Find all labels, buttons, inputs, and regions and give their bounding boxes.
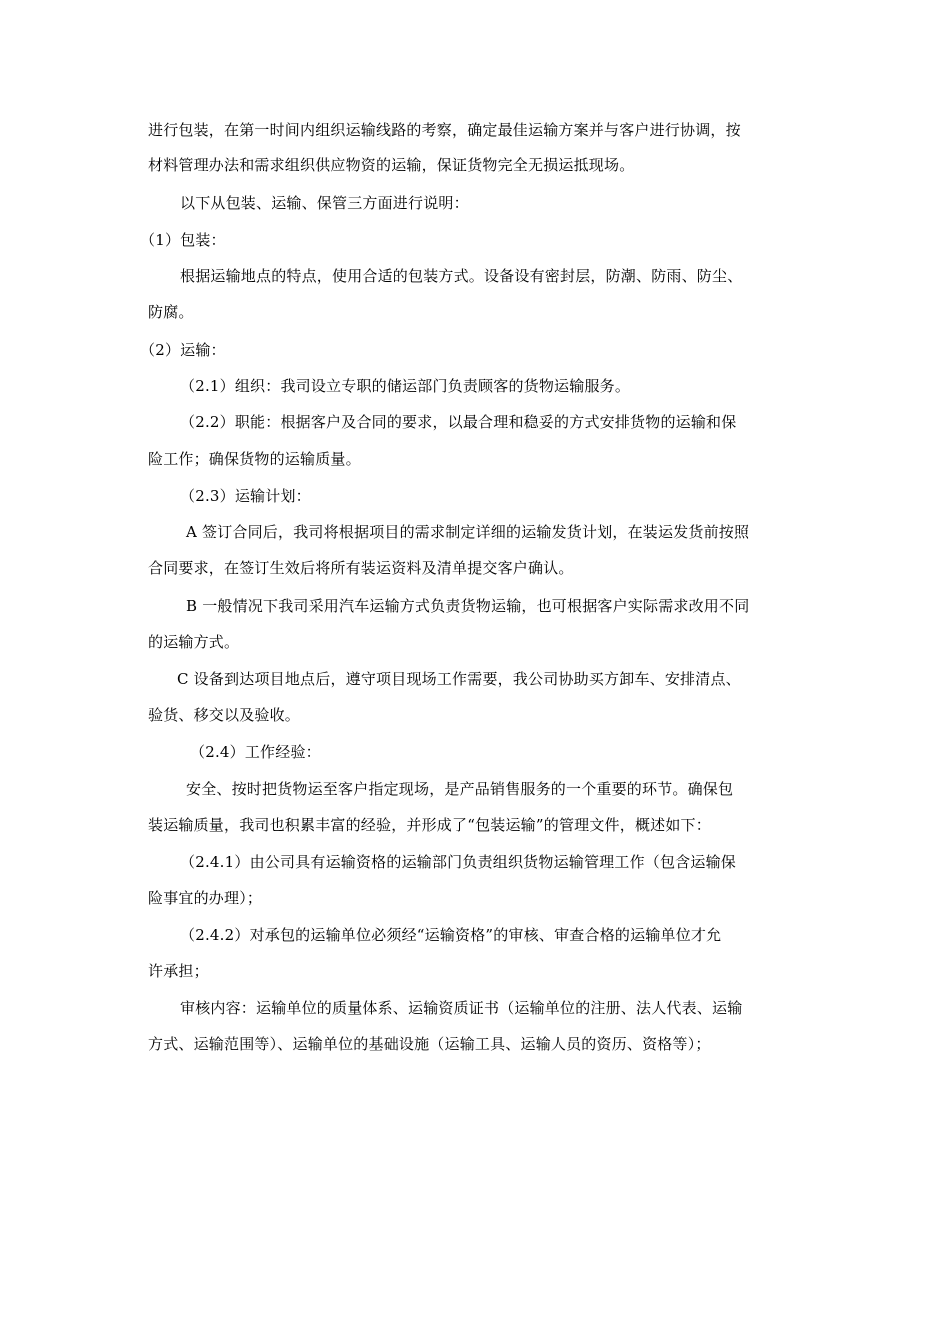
text-line: 险事宜的办理）； <box>148 889 263 907</box>
text-line: A 签订合同后，我司将根据项目的需求制定详细的运输发货计划，在装运发货前按照 <box>186 523 750 541</box>
text-line: 许承担； <box>148 962 209 980</box>
text-line: 险工作；确保货物的运输质量。 <box>148 450 361 468</box>
text-line: 以下从包装、运输、保管三方面进行说明： <box>180 194 469 212</box>
text-line: 合同要求，在签订生效后将所有装运资料及清单提交客户确认。 <box>148 559 574 577</box>
text-line: 的运输方式。 <box>148 633 240 651</box>
text-line: 根据运输地点的特点，使用合适的包装方式。设备设有密封层，防潮、防雨、防尘、 <box>180 267 743 285</box>
subsection-heading: （2.3）运输计划： <box>180 487 311 505</box>
text-line: 审核内容：运输单位的质量体系、运输资质证书（运输单位的注册、法人代表、运输 <box>180 999 743 1017</box>
text-line: 安全、按时把货物运至客户指定现场，是产品销售服务的一个重要的环节。确保包 <box>186 780 734 798</box>
text-line: 进行包装，在第一时间内组织运输线路的考察，确定最佳运输方案并与客户进行协调，按 <box>148 121 741 139</box>
text-line: 方式、运输范围等）、运输单位的基础设施（运输工具、运输人员的资历、资格等）； <box>148 1035 711 1053</box>
text-line: （2.4.1）由公司具有运输资格的运输部门负责组织货物运输管理工作（包含运输保 <box>180 853 736 871</box>
text-line: 装运输质量，我司也积累丰富的经验，并形成了“包装运输”的管理文件，概述如下： <box>148 816 711 834</box>
subsection-heading: （2.4）工作经验： <box>190 743 321 761</box>
text-line: 防腐。 <box>148 303 194 321</box>
section-heading: （1）包装： <box>140 231 226 249</box>
text-line: （2.1）组织：我司设立专职的储运部门负责顾客的货物运输服务。 <box>180 377 631 395</box>
text-line: （2.2）职能：根据客户及合同的要求，以最合理和稳妥的方式安排货物的运输和保 <box>180 413 737 431</box>
section-heading: （2）运输： <box>140 341 226 359</box>
text-line: B 一般情况下我司采用汽车运输方式负责货物运输，也可根据客户实际需求改用不同 <box>186 597 750 615</box>
text-line: C 设备到达项目地点后，遵守项目现场工作需要，我公司协助买方卸车、安排清点、 <box>177 670 741 688</box>
text-line: 材料管理办法和需求组织供应物资的运输，保证货物完全无损运抵现场。 <box>148 156 635 174</box>
text-line: 验货、移交以及验收。 <box>148 706 301 724</box>
text-line: （2.4.2）对承包的运输单位必须经“运输资格”的审核、审查合格的运输单位才允 <box>180 926 722 944</box>
